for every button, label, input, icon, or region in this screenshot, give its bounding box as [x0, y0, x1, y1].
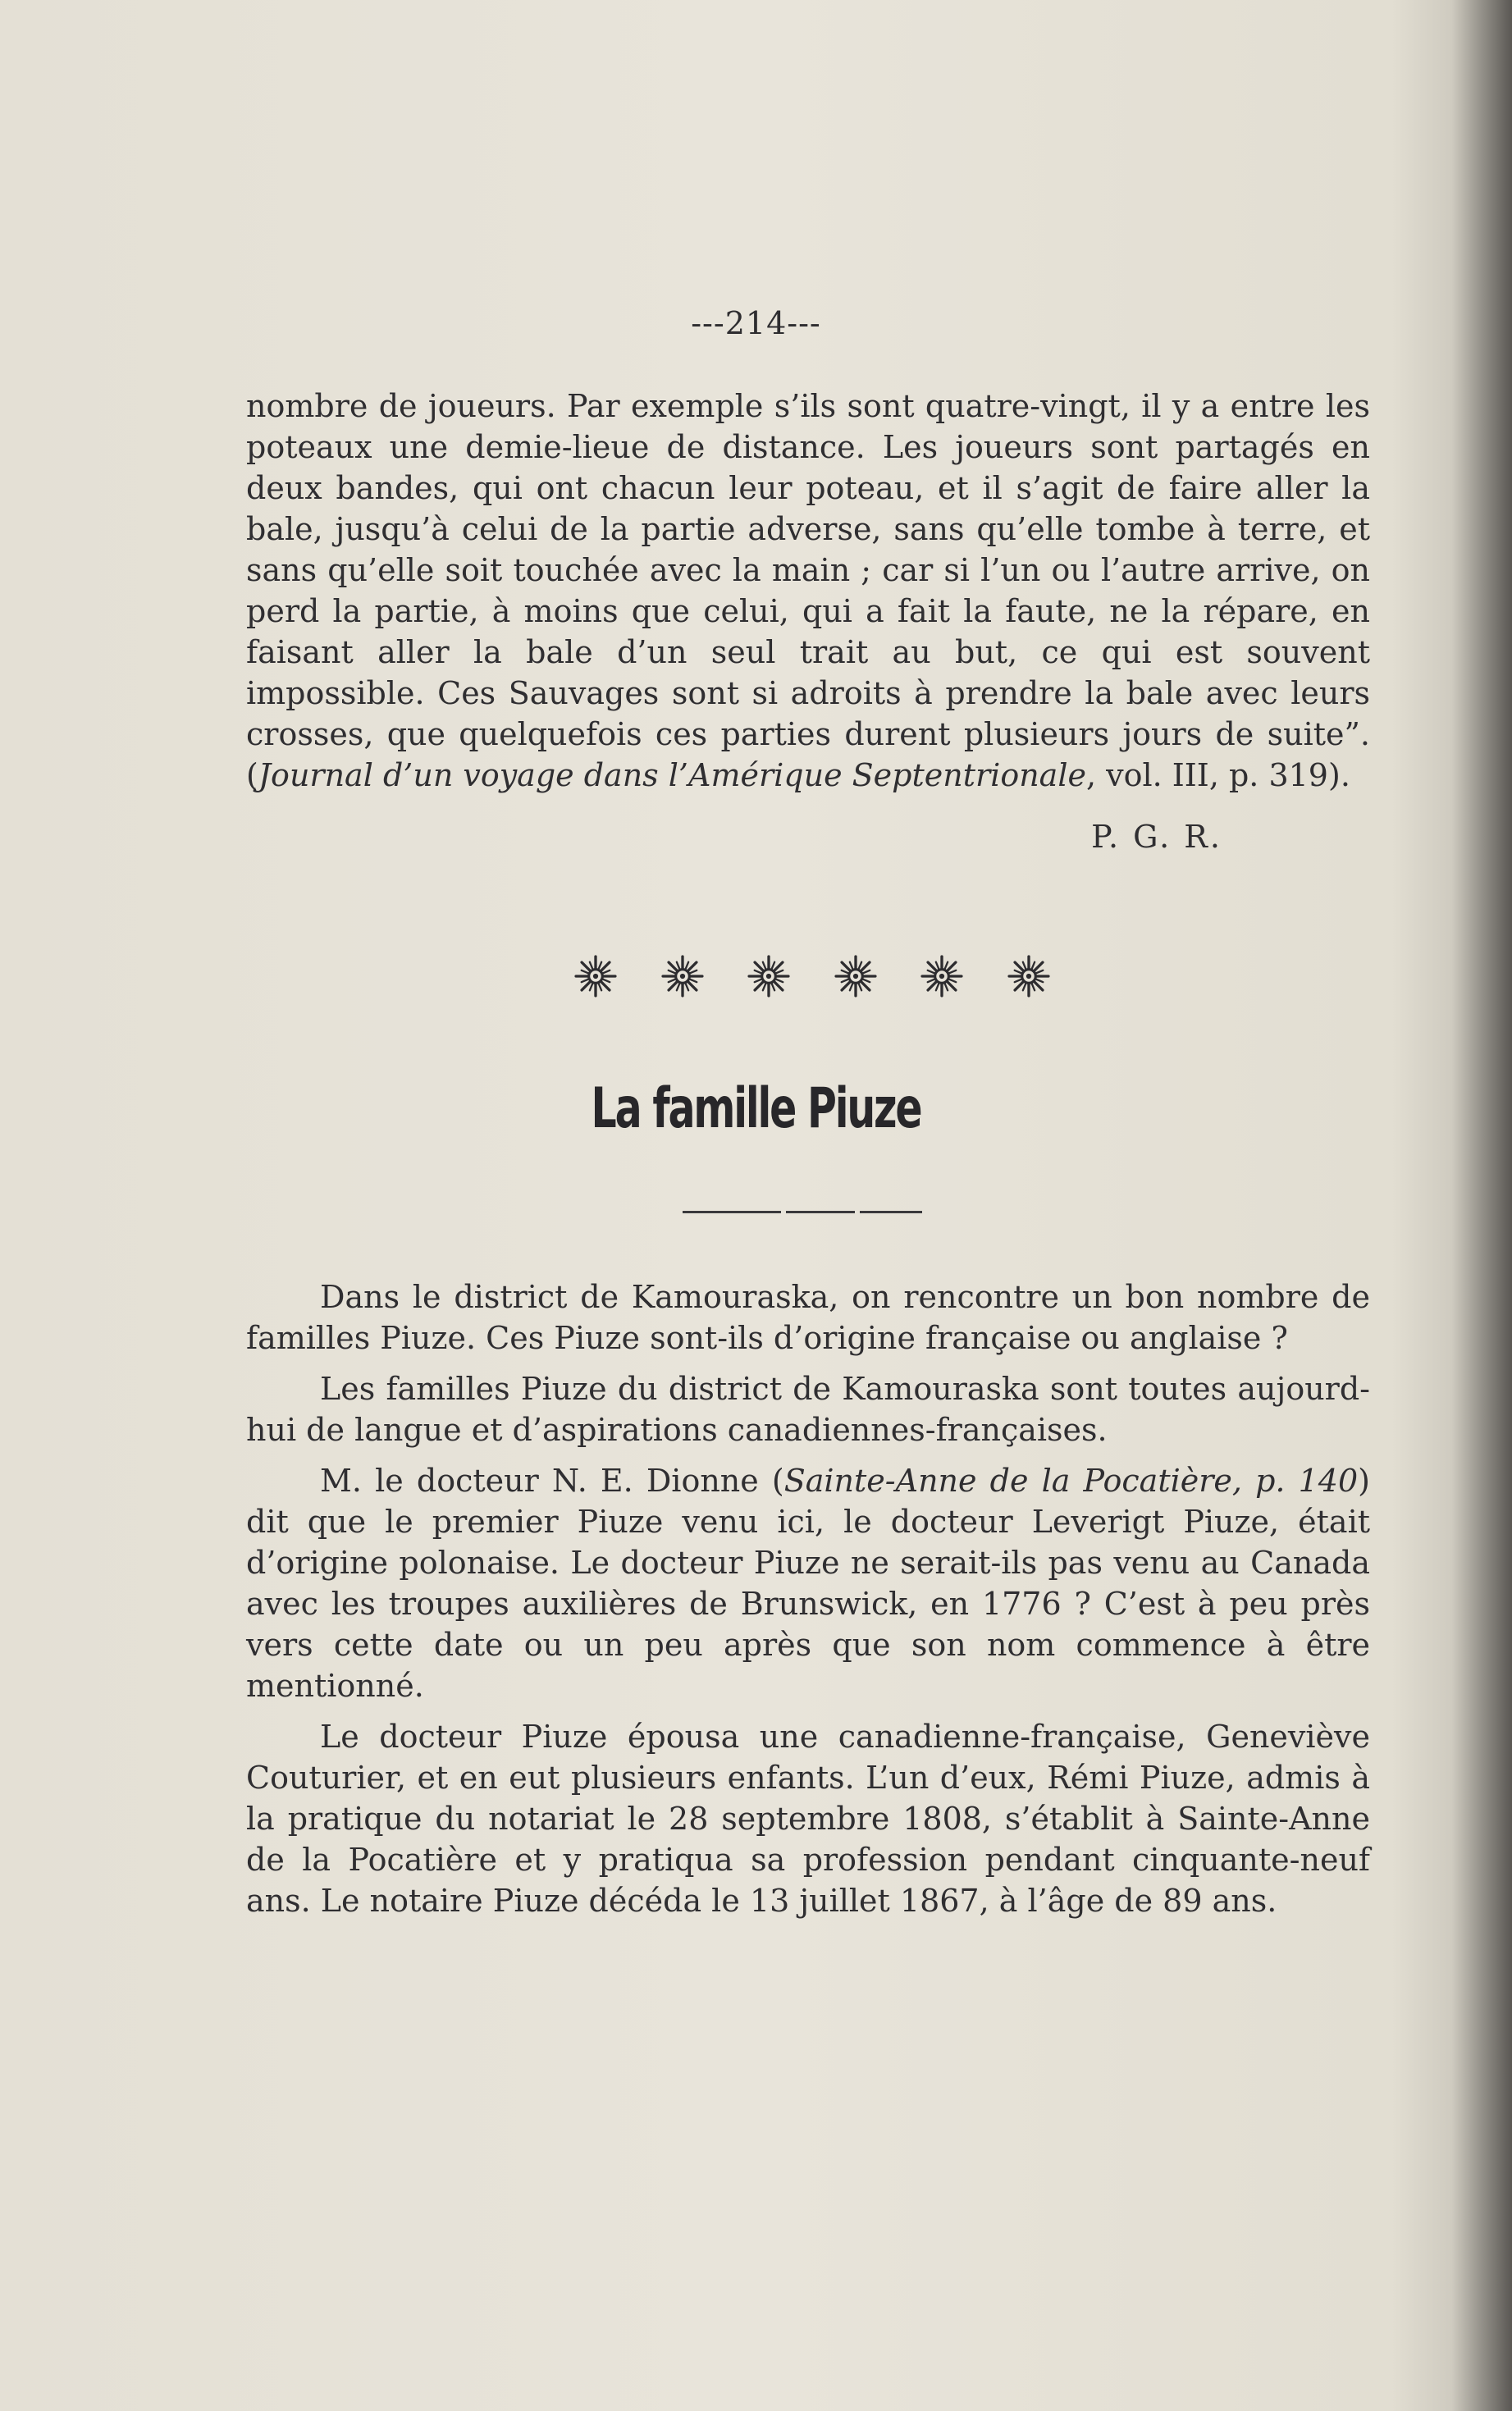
paragraph: Le docteur Piuze épousa une canadienne-française, Geneviève Couturier, et en eut plusieurs enfants. L’un d’eux, Rémi Piuze, admis à la pratique du notariat le 28 septembre 1808, s’établit à Sainte-Anne de la Pocatière et y pratiqua sa profession pendant cinquante-neuf ans. Le notaire Piuze décéda le 13 juillet 1867, à l’âge de 89 ans. [246, 1719, 1370, 1919]
sun-ornament-icon [920, 955, 963, 998]
quoted-text: nombre de joueurs. Par exemple s’ils sont quatre-vingt, il y a entre les poteaux une demie-lieue de distance. Les joueurs sont partagés en deux bandes, qui ont chacun leur poteau, et il s’agit de faire aller la bale, jusqu’à celui de la partie adverse, sans qu’elle tombe à terre, et sans qu’elle soit touchée avec la main ; car si l’un ou l’autre arrive, on perd la partie, à moins que celui, qui a fait la faute, ne la répare, en faisant aller la bale d’un seul trait au but, ce qui est souvent impossible. Ces Sauvages sont si adroits à prendre la bale avec leurs crosses, que quelquefois ces parties durent plusieurs jours de suite”. ( [246, 388, 1370, 793]
page-number: ---214--- [691, 305, 821, 341]
author-signature: P. G. R. [1091, 819, 1222, 855]
sun-ornament-icon [834, 955, 877, 998]
continued-paragraph-text [246, 386, 1370, 796]
article-body [246, 1276, 1370, 1931]
title-rule [786, 1211, 855, 1213]
article-title: La famille Piuze [591, 1076, 921, 1141]
paragraph: Dans le district de Kamouraska, on rencontre un bon nombre de familles Piuze. Ces Piuze sont-ils d’origine française ou anglaise ? [246, 1279, 1370, 1356]
paragraph-text: ) dit que le premier Piuze venu ici, le docteur Leverigt Piuze, était d’origine polonaise. Le docteur Piuze ne serait-ils pas venu au Canada avec les troupes auxilières de Brunswick, en 1776 ? C’est à peu près vers cette date ou un peu après que son nom commence à être mentionné. [246, 1463, 1370, 1704]
sun-ornament-icon [747, 955, 790, 998]
citation-title: Journal d’un voyage dans l’Amérique Septentrionale [258, 757, 1086, 793]
paragraph-text: M. le docteur N. E. Dionne ( [320, 1463, 784, 1499]
paragraph: Les familles Piuze du district de Kamouraska sont toutes aujourd-hui de langue et d’aspirations canadiennes-françaises. [246, 1371, 1370, 1448]
continued-paragraph [246, 386, 1370, 796]
title-rule [683, 1211, 781, 1213]
citation-details: , vol. III, p. 319). [1085, 757, 1350, 793]
citation-title: Sainte-Anne de la Pocatière, p. 140 [783, 1463, 1359, 1499]
title-rule [860, 1211, 922, 1213]
section-divider-ornaments [574, 952, 1050, 1001]
paragraph [246, 1460, 1370, 1706]
sun-ornament-icon [1007, 955, 1050, 998]
sun-ornament-icon [574, 955, 617, 998]
sun-ornament-icon [661, 955, 704, 998]
